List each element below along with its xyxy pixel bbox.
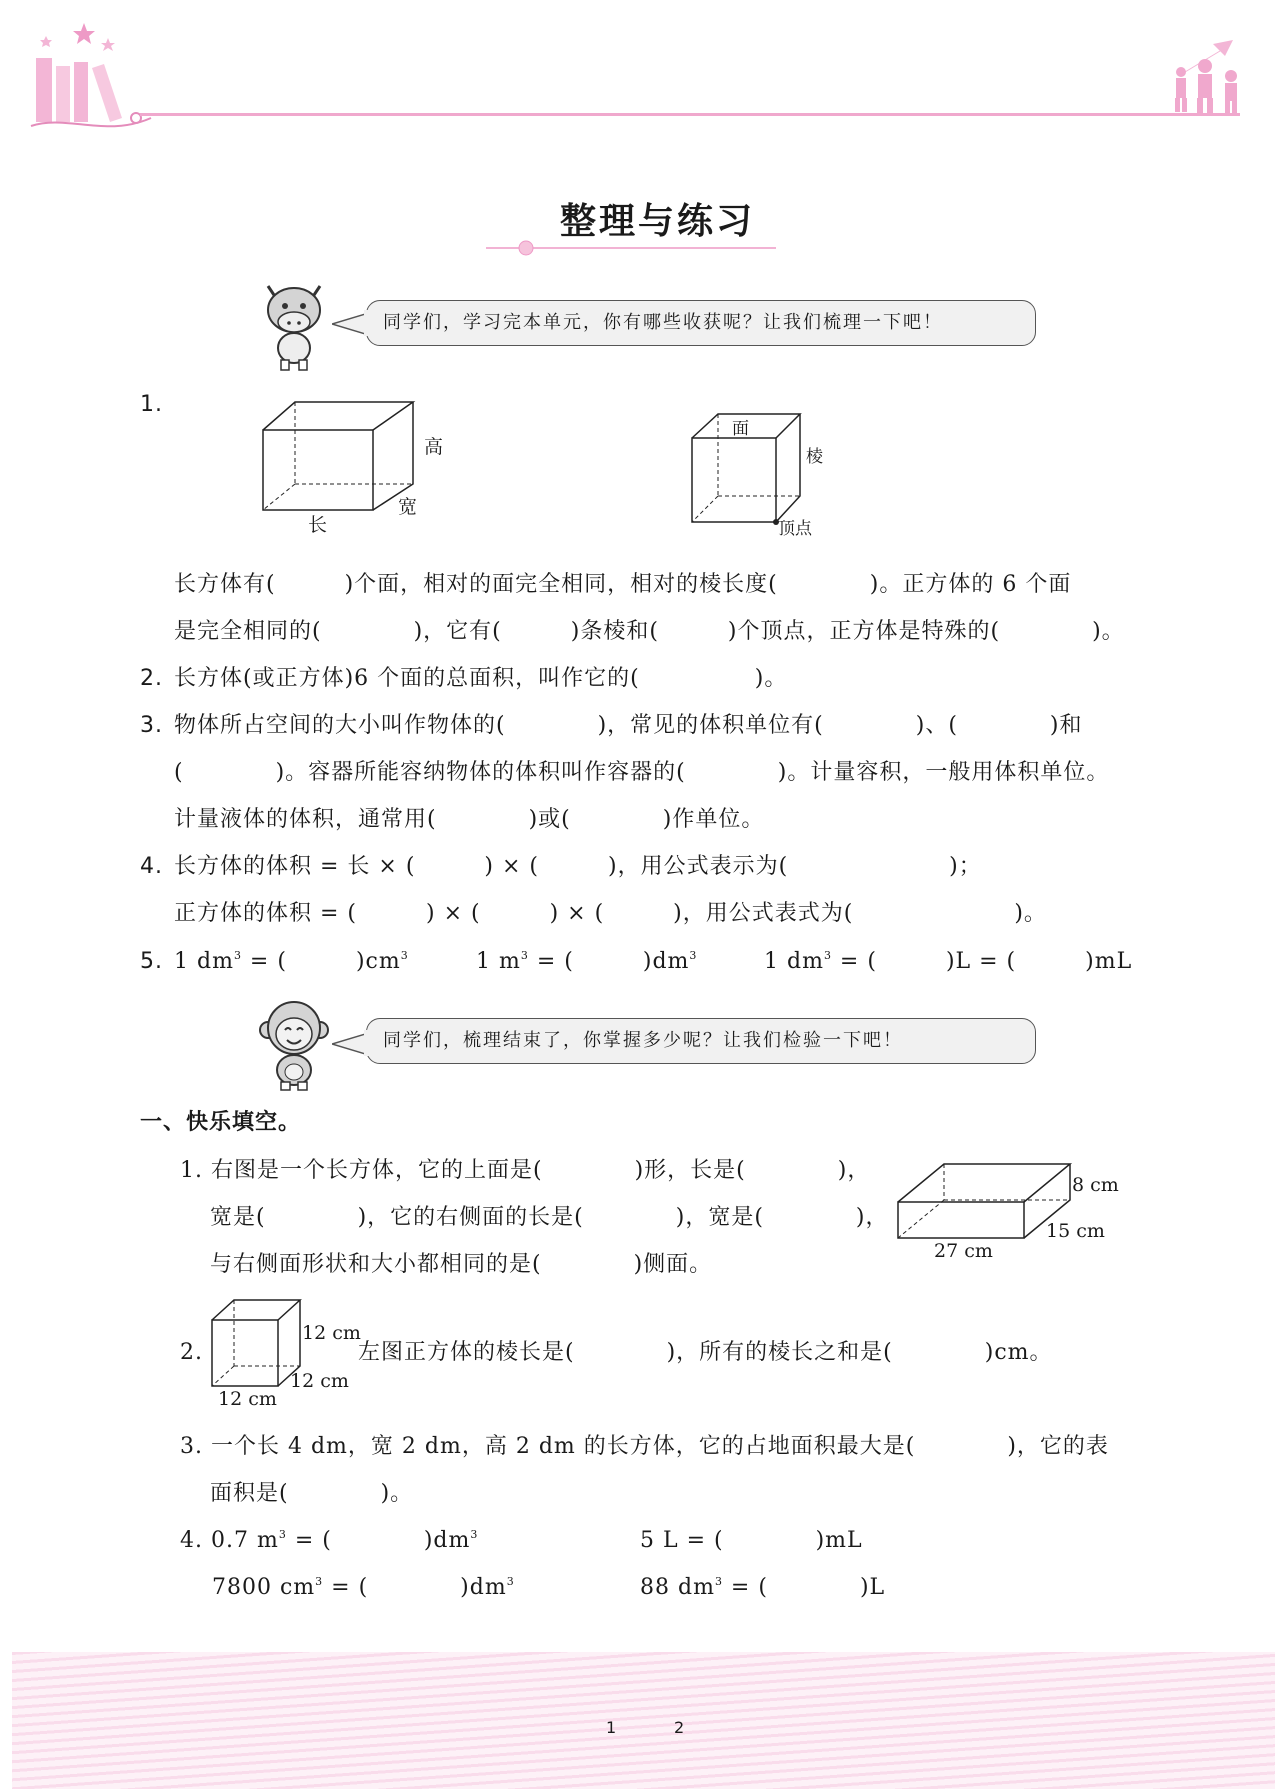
question-5-item-c: 1 $dm^3$ = ( )L = ( )mL <box>764 949 1133 974</box>
practice-4-item-b: 5 L = ( )mL <box>640 1528 863 1553</box>
question-3-number: 3. <box>140 713 163 738</box>
practice-3-line-2: 面积是( )。 <box>210 1481 414 1506</box>
page-number-left: 1 <box>606 1718 617 1737</box>
question-3-line-1: 物体所占空间的大小叫作物体的( )，常见的体积单位有( )、( )和 <box>174 713 1083 738</box>
header-decoration-left <box>26 18 156 133</box>
header-rule <box>140 113 1240 116</box>
question-3-line-3: 计量液体的体积，通常用( )或( )作单位。 <box>174 807 765 832</box>
section-title: 一、快乐填空。 <box>140 1110 302 1135</box>
question-1-number: 1. <box>140 392 163 417</box>
question-2-text: 长方体(或正方体)6 个面的总面积，叫作它的( )。 <box>174 666 788 691</box>
flat-cuboid-length-label: 27 cm <box>934 1240 993 1262</box>
question-3-line-2: ( )。容器所能容纳物体的体积叫作容器的( )。计量容积，一般用体积单位。 <box>174 760 1110 785</box>
practice-4-item-a: 4. 0.7 $m^3$ = ( )$dm^3$ <box>180 1528 479 1553</box>
practice-1-line-1: 1. 右图是一个长方体，它的上面是( )形，长是( )， <box>180 1158 871 1183</box>
page-title: 整理与练习 <box>560 200 756 242</box>
practice-1-line-3: 与右侧面形状和大小都相同的是( )侧面。 <box>210 1252 713 1277</box>
cube-edge-label: 棱 <box>806 447 823 467</box>
cube-vertex-label: 顶点 <box>778 519 812 539</box>
question-4-number: 4. <box>140 854 163 879</box>
page-number-right: 2 <box>674 1718 685 1737</box>
flat-cuboid-width-label: 15 cm <box>1046 1220 1105 1242</box>
cuboid-length-label: 长 <box>308 514 328 536</box>
question-1-line-1: 长方体有( )个面，相对的面完全相同，相对的棱长度( )。正方体的 6 个面 <box>174 572 1072 597</box>
question-1-line-2: 是完全相同的( )，它有( )条棱和( )个顶点，正方体是特殊的( )。 <box>174 619 1125 644</box>
cuboid-width-label: 宽 <box>398 496 418 518</box>
question-4-line-1: 长方体的体积 = 长 × ( ) × ( )，用公式表示为( )； <box>174 854 982 879</box>
header-decoration-right <box>1155 38 1255 118</box>
title-underline <box>486 240 776 256</box>
practice-2-number: 2. <box>180 1340 203 1365</box>
practice-3-line-1: 3. 一个长 4 dm，宽 2 dm，高 2 dm 的长方体，它的占地面积最大是( )，它的表 <box>180 1434 1109 1459</box>
practice-4-item-d: 88 $dm^3$ = ( )L <box>640 1575 886 1600</box>
review-speech-bubble: 同学们，学习完本单元，你有哪些收获呢？让我们梳理一下吧！ <box>366 300 1036 346</box>
small-cube-width-label: 12 cm <box>290 1370 349 1392</box>
small-cube-length-label: 12 cm <box>218 1388 277 1410</box>
cuboid-diagram <box>255 398 455 538</box>
practice-speech-bubble: 同学们，梳理结束了，你掌握多少呢？让我们检验一下吧！ <box>366 1018 1036 1064</box>
practice-2-text: 左图正方体的棱长是( )，所有的棱长之和是( )cm。 <box>358 1340 1053 1365</box>
practice-4-item-c: 7800 $cm^3$ = ( )$dm^3$ <box>212 1575 515 1600</box>
question-5-item-a: 1 $dm^3$ = ( )$cm^3$ <box>174 949 409 974</box>
cuboid-height-label: 高 <box>424 436 444 458</box>
question-5-number: 5. <box>140 949 163 974</box>
question-2-number: 2. <box>140 666 163 691</box>
question-4-line-2: 正方体的体积 = ( ) × ( ) × ( )，用公式表式为( )。 <box>174 901 1047 926</box>
practice-1-line-2: 宽是( )，它的右侧面的长是( )，宽是( )， <box>210 1205 889 1230</box>
flat-cuboid-height-label: 8 cm <box>1072 1174 1119 1196</box>
monkey-mascot <box>254 996 334 1092</box>
footer-band <box>12 1652 1275 1789</box>
small-cube-height-label: 12 cm <box>302 1322 361 1344</box>
question-5-item-b: 1 $m^3$ = ( )$dm^3$ <box>476 949 698 974</box>
cube-face-label: 面 <box>732 419 749 439</box>
cow-mascot <box>254 276 334 372</box>
